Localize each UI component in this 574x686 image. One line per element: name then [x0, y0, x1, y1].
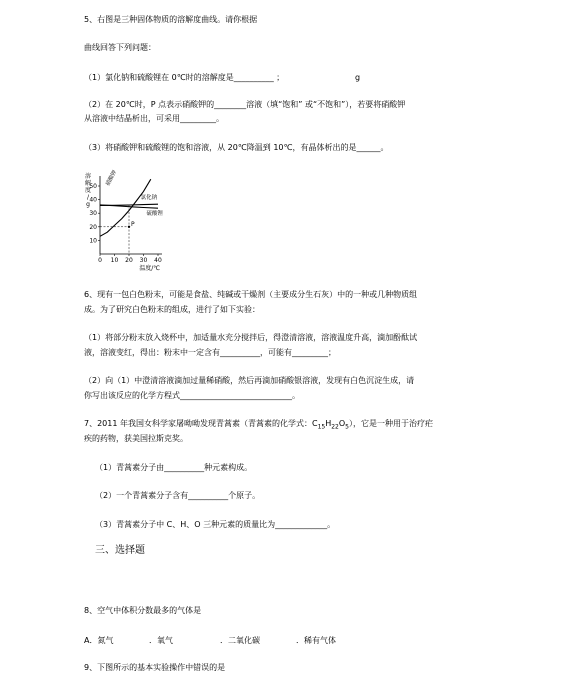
y-tick-label: 20 — [89, 223, 97, 231]
y-tick-label: 40 — [89, 196, 97, 204]
q6-stem-line2: 成。为了研究白色粉末的组成，进行了如下实验： — [84, 305, 260, 314]
q6-part2-line1: （2）向（1）中澄清溶液滴加过量稀硝酸，然后再滴加硝酸银溶液，发现有白色沉淀生成，请 — [84, 376, 415, 385]
q5-part1: （1）氯化钠和硫酸锂在 0℃时的溶解度是__________ ； — [84, 73, 285, 82]
section-title: 三、选择题 — [95, 545, 145, 556]
q6-stem-line1: 6、现有一包白色粉末，可能是食盐、纯碱或干燥剂（主要成分生石灰）中的一种或几种物质组 — [84, 290, 418, 299]
q5-part3: （3）将硝酸钾和硫酸锂的饱和溶液，从 20℃降温到 10℃，有晶体析出的是______。 — [84, 143, 389, 152]
q5-stem-line2: 曲线回答下列问题： — [84, 43, 156, 52]
q8-stem: 8、空气中体积分数最多的气体是 — [84, 606, 202, 615]
q8-option-d: ．稀有气体 — [296, 636, 336, 645]
q5-part2-line2: 从溶液中结晶析出，可采用_________。 — [84, 114, 224, 123]
q8-option-b: ．氧气 — [149, 636, 173, 645]
q8-option-a: A．氮气 — [84, 636, 114, 645]
series-label-2: 氯化钠 — [140, 194, 158, 201]
q7-subscript-h: 22 — [331, 423, 339, 431]
q5-part1-mark: g — [355, 73, 361, 82]
point-p-marker — [128, 226, 130, 228]
series-label-3: 硫酸锂 — [146, 211, 163, 218]
x-tick-label: 20 — [125, 257, 133, 264]
q7-stem-line2: 疾的药物，获美国拉斯克奖。 — [84, 434, 188, 443]
q8-option-c: ．二氧化碳 — [220, 636, 260, 645]
y-tick-label: 10 — [89, 237, 97, 245]
q7-stem-suffix: ），它是一种用于治疗疟 — [349, 419, 433, 428]
x-tick-label: 40 — [154, 257, 162, 264]
q6-part1-line1: （1）将部分粉末放入烧杯中，加适量水充分搅拌后，得澄清溶液，溶液温度升高，滴加酚酞试 — [84, 333, 418, 342]
q7-part1: （1）青蒿素分子由__________种元素构成。 — [95, 463, 253, 472]
y-axis-label-char: 解 — [84, 180, 92, 187]
y-tick-label: 50 — [89, 183, 97, 190]
y-axis-label-char: 溶 — [84, 173, 92, 180]
q7-stem-line1 — [84, 418, 433, 433]
q7-part3: （3）青蒿素分子中 C、H、O 三种元素的质量比为_____________。 — [95, 520, 336, 529]
q5-stem-line1: 5、右图是三种固体物质的溶解度曲线。请你根据 — [84, 15, 258, 24]
q7-subscript-o: 5 — [345, 423, 349, 431]
q9-stem: 9、下图所示的基本实验操作中错误的是 — [84, 663, 226, 672]
q5-part2-line1: （2）在 20℃时，P 点表示硝酸钾的________溶液（填“饱和” 或“不饱和”），若要将硝酸钾 — [84, 100, 406, 109]
y-axis-label-char: 度 — [84, 187, 92, 194]
point-p-label: P — [131, 220, 135, 228]
solubility-chart — [84, 168, 194, 276]
x-tick-label: 10 — [110, 257, 119, 264]
y-axis-label-char: / — [86, 194, 90, 201]
q7-stem-prefix: 7、2011 年我国女科学家屠呦呦发现青蒿素（青蒿素的化学式：C — [84, 419, 318, 428]
q7-formula-o: O — [338, 419, 346, 428]
q6-part1-line2: 液，溶液变红，得出：粉末中一定含有__________，可能有_________； — [84, 348, 336, 357]
y-axis-label-char: g — [86, 201, 90, 208]
series-label-1: 硝酸钾 — [105, 169, 119, 187]
q7-formula-h: H — [325, 419, 332, 428]
x-tick-label: 0 — [98, 257, 102, 264]
q7-subscript-c: 15 — [317, 423, 326, 431]
q6-part2-line2: 你写出该反应的化学方程式____________________________。 — [84, 391, 300, 400]
y-tick-label: 30 — [89, 210, 97, 218]
x-axis-label: 温度/℃ — [139, 265, 160, 272]
x-tick-label: 30 — [139, 257, 148, 264]
q7-part2: （2）一个青蒿素分子含有__________个原子。 — [95, 491, 261, 500]
